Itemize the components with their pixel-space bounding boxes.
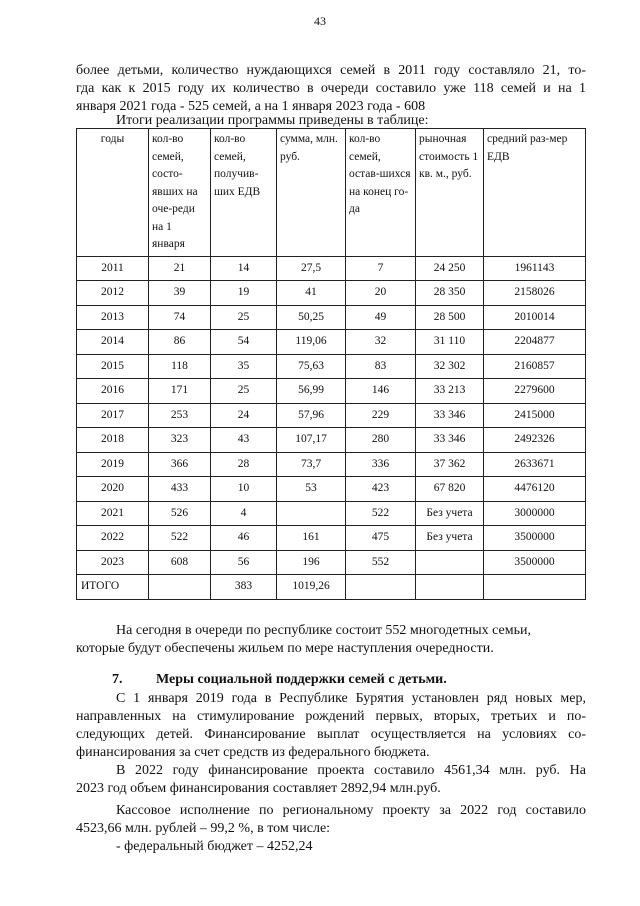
- table-cell: 2158026: [484, 281, 586, 306]
- table-cell: 83: [346, 354, 416, 379]
- body-line: С 1 января 2019 года в Республике Бурятия установлен ряд новых мер,: [116, 691, 586, 706]
- page-number: 43: [314, 14, 326, 28]
- table-cell: 3500000: [484, 550, 586, 575]
- header-cell: сумма, млн. руб.: [277, 129, 346, 257]
- queue-line: На сегодня в очереди по республике состоит 552 многодетных семьи,: [116, 623, 531, 638]
- body-line: В 2022 году финансирование проекта составило 4561,34 млн. руб. На: [116, 763, 586, 778]
- table-cell: 27,5: [277, 256, 346, 281]
- intro-line: более детьми, количество нуждающихся семей в 2011 году составляло 21, то-: [76, 63, 586, 78]
- table-cell: 433: [149, 477, 211, 502]
- table-cell: 33 213: [416, 379, 484, 404]
- table-cell: 118: [149, 354, 211, 379]
- table-cell: 522: [149, 526, 211, 551]
- table-cell: [416, 575, 484, 600]
- table-row: [77, 452, 586, 477]
- table-cell: 73,7: [277, 452, 346, 477]
- table-cell: 146: [346, 379, 416, 404]
- table-cell: 196: [277, 550, 346, 575]
- table-cell: 32: [346, 330, 416, 355]
- table-cell: 50,25: [277, 305, 346, 330]
- section-number: 7.: [112, 672, 123, 687]
- table-cell: 2415000: [484, 403, 586, 428]
- table-cell: 54: [211, 330, 277, 355]
- table-cell: Без учета: [416, 526, 484, 551]
- table-cell: 24 250: [416, 256, 484, 281]
- table-cell: 56: [211, 550, 277, 575]
- intro-paragraph: [76, 62, 586, 116]
- body-line: 4523,66 млн. рублей – 99,2 %, в том числе:: [76, 821, 331, 836]
- header-cell: кол-во семей, остав-шихся на конец го-да: [346, 129, 416, 257]
- table-row: [77, 305, 586, 330]
- section-body: [76, 690, 586, 856]
- body-line: направленных на стимулирование рождений первых, вторых, третьих и по-: [76, 709, 586, 724]
- table-cell: 2013: [77, 305, 149, 330]
- table-cell: 2022: [77, 526, 149, 551]
- table-cell: 336: [346, 452, 416, 477]
- table-cell: 383: [211, 575, 277, 600]
- table-cell: 56,99: [277, 379, 346, 404]
- intro-line: гда как к 2015 году их количество в очереди составило уже 118 семей и на 1: [76, 81, 586, 96]
- body-line: финансирования за счет средств из федерального бюджета.: [76, 745, 430, 760]
- header-cell: кол-во семей, состо-явших на оче-реди на 1 января: [149, 129, 211, 257]
- intro-line: января 2021 года - 525 семей, а на 1 января 2023 года - 608: [76, 99, 426, 114]
- table-cell: 28: [211, 452, 277, 477]
- table-caption: Итоги реализации программы приведены в таблице:: [116, 113, 429, 128]
- table-cell: 2160857: [484, 354, 586, 379]
- table-cell: 171: [149, 379, 211, 404]
- table-cell: 43: [211, 428, 277, 453]
- table-cell: 75,63: [277, 354, 346, 379]
- table-cell: 1961143: [484, 256, 586, 281]
- table-row: [77, 526, 586, 551]
- table-cell: 28 500: [416, 305, 484, 330]
- table-cell: 119,06: [277, 330, 346, 355]
- table-cell: 522: [346, 501, 416, 526]
- table-cell: 32 302: [416, 354, 484, 379]
- table-cell: 20: [346, 281, 416, 306]
- table-cell: 323: [149, 428, 211, 453]
- table-cell: 24: [211, 403, 277, 428]
- table-cell: 49: [346, 305, 416, 330]
- table-cell: [484, 575, 586, 600]
- table-cell: 2016: [77, 379, 149, 404]
- header-cell: средний раз-мер ЕДВ: [484, 129, 586, 257]
- table-cell: 526: [149, 501, 211, 526]
- table-cell: [416, 550, 484, 575]
- table-row: [77, 403, 586, 428]
- table-cell: 3500000: [484, 526, 586, 551]
- table-cell: 2018: [77, 428, 149, 453]
- table-cell: 25: [211, 379, 277, 404]
- table-cell: 3000000: [484, 501, 586, 526]
- table-cell: 46: [211, 526, 277, 551]
- queue-paragraph: [76, 622, 586, 658]
- table-cell: 2633671: [484, 452, 586, 477]
- table-cell: 31 110: [416, 330, 484, 355]
- table-row: [77, 501, 586, 526]
- body-line: 2023 год объем финансирования составляет 2892,94 млн.руб.: [76, 781, 441, 796]
- table-cell: 21: [149, 256, 211, 281]
- table-cell: 10: [211, 477, 277, 502]
- queue-line: которые будут обеспечены жильем по мере наступления очередности.: [76, 641, 494, 656]
- table-cell: 67 820: [416, 477, 484, 502]
- table-cell: 33 346: [416, 403, 484, 428]
- table-cell: 33 346: [416, 428, 484, 453]
- header-cell: годы: [77, 129, 149, 257]
- table-cell: 2012: [77, 281, 149, 306]
- section-heading: [76, 672, 447, 688]
- table-row: [77, 256, 586, 281]
- table-cell: 475: [346, 526, 416, 551]
- table-cell: 86: [149, 330, 211, 355]
- table-cell: 4: [211, 501, 277, 526]
- body-line: Кассовое исполнение по региональному проекту за 2022 год составило: [116, 803, 586, 818]
- table-cell: 2021: [77, 501, 149, 526]
- table-cell: 4476120: [484, 477, 586, 502]
- table-cell: 2492326: [484, 428, 586, 453]
- table-cell: 423: [346, 477, 416, 502]
- table-cell: 53: [277, 477, 346, 502]
- table-cell: 2015: [77, 354, 149, 379]
- table-cell: Без учета: [416, 501, 484, 526]
- table-cell: 280: [346, 428, 416, 453]
- table-cell: 35: [211, 354, 277, 379]
- table-cell: 161: [277, 526, 346, 551]
- table-cell: 37 362: [416, 452, 484, 477]
- table-cell: 2014: [77, 330, 149, 355]
- table-cell: 14: [211, 256, 277, 281]
- table-cell: 7: [346, 256, 416, 281]
- table-cell: 19: [211, 281, 277, 306]
- table-row: [77, 575, 586, 600]
- table-cell: 2017: [77, 403, 149, 428]
- table-cell: 253: [149, 403, 211, 428]
- table-cell: 41: [277, 281, 346, 306]
- body-line: - федеральный бюджет – 4252,24: [116, 839, 313, 854]
- table-cell: 608: [149, 550, 211, 575]
- table-cell: 2279600: [484, 379, 586, 404]
- table-row: [77, 330, 586, 355]
- table-cell: 2023: [77, 550, 149, 575]
- header-cell: кол-во семей, получив-ших ЕДВ: [211, 129, 277, 257]
- table-cell: 57,96: [277, 403, 346, 428]
- table-cell: 25: [211, 305, 277, 330]
- program-results-table: [76, 128, 586, 600]
- table-cell: 107,17: [277, 428, 346, 453]
- table-row: [77, 428, 586, 453]
- table-cell: 366: [149, 452, 211, 477]
- body-line: следующих детей. Финансирование выплат осуществляется на условиях со-: [76, 727, 586, 742]
- table-cell: 74: [149, 305, 211, 330]
- section-title: Меры социальной поддержки семей с детьми.: [156, 672, 447, 687]
- table-cell: 39: [149, 281, 211, 306]
- table-cell: [277, 501, 346, 526]
- table-cell: 2020: [77, 477, 149, 502]
- table-cell: 2011: [77, 256, 149, 281]
- table-row: [77, 550, 586, 575]
- table-cell: [346, 575, 416, 600]
- table-cell: 2010014: [484, 305, 586, 330]
- table-row: [77, 477, 586, 502]
- table-cell: 229: [346, 403, 416, 428]
- header-cell: рыночная стоимость 1 кв. м., руб.: [416, 129, 484, 257]
- table-row: [77, 354, 586, 379]
- table-cell: 552: [346, 550, 416, 575]
- table-cell: 28 350: [416, 281, 484, 306]
- table-cell: [149, 575, 211, 600]
- table-cell: 1019,26: [277, 575, 346, 600]
- table-header-row: [77, 129, 586, 257]
- table-cell: ИТОГО: [77, 575, 149, 600]
- table-row: [77, 281, 586, 306]
- table-body: [77, 256, 586, 599]
- table-cell: 2019: [77, 452, 149, 477]
- table-row: [77, 379, 586, 404]
- table-cell: 2204877: [484, 330, 586, 355]
